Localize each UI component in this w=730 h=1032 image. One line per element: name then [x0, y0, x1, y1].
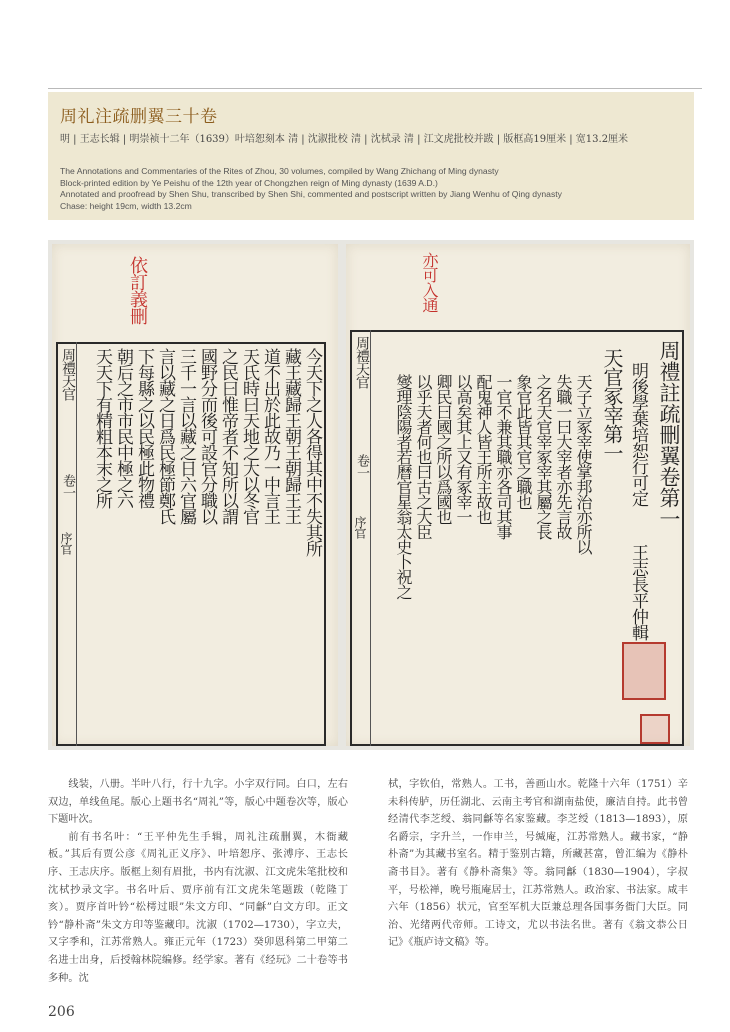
caption-en-line: Annotated and proofread by Shen Shu, transcribed by Shen Shi, commented and postscript written by Jiang Wenhu of Qing dynasty [60, 189, 562, 199]
text-column: 朝后之市市民中極之六 [113, 348, 133, 508]
book-photo [48, 240, 694, 750]
caption-meta: 明 | 王志长辑 | 明崇祯十二年（1639）叶培恕刻本 清 | 沈淑批校 清 | 沈栻录 清 | 江文虎批校并跋 | 版框高19厘米 | 宽13.2厘米 [60, 134, 629, 145]
text-column: 以乎天者何也曰古之大臣 [414, 374, 433, 539]
left-margin-title: 周禮天官 [60, 348, 76, 400]
text-column: 藏王藏歸王朝王朝歸王王 [281, 348, 301, 524]
text-column: 之民曰惟帝者不知所以謂 [218, 348, 238, 524]
text-column: 今天下之人各得其中不失其所 [302, 348, 322, 556]
red-seal-stamp-small [640, 714, 670, 744]
section-heading-column: 天官冢宰第一 [600, 348, 624, 462]
left-fold-line [76, 342, 77, 746]
left-margin-section: 序官 [59, 532, 73, 554]
right-fold-line [370, 330, 371, 746]
right-book-page [346, 244, 690, 746]
text-column: 國野分而後可設官分職以 [197, 348, 217, 524]
text-column: 三千一言以藏之日六官屬 [176, 348, 196, 524]
editor-column: 王志長平仲輯 [628, 544, 648, 640]
right-red-annotation: 亦可入通 [420, 252, 439, 312]
left-red-annotation: 依訂義刪 [127, 256, 148, 324]
left-margin-juan: 卷一 [60, 474, 75, 498]
right-margin-section: 序官 [353, 516, 367, 538]
body-paragraph: 线装，八册。半叶八行，行十九字。小字双行同。白口，左右双边，单线鱼尾。版心上题书名“周礼”等，版心中题卷次等，版心下题叶次。 [48, 779, 348, 826]
text-column: 天氏時曰天地之大以冬官 [239, 348, 259, 524]
body-text-right [388, 776, 688, 952]
text-column: 之名天官宰冢宰其屬之長 [534, 374, 553, 539]
text-column: 卿民曰國之所以爲國也 [434, 374, 453, 524]
text-column: 燮理陰陽者若曆官星翁太史卜祝之 [394, 374, 413, 599]
text-column: 一官不兼其職亦各司其事 [494, 374, 513, 539]
text-column: 言以藏之日爲民極節鄭氏 [155, 348, 175, 524]
text-column: 天子立冢宰使掌邦治亦所以 [574, 374, 593, 554]
caption-en-line: Block-printed edition by Ye Peishu of the 12th year of Chongzhen reign of Ming dynasty (1639 A.D.) [60, 177, 438, 188]
right-margin-title: 周禮天官 [354, 336, 370, 388]
text-column: 以高矣其上又有冢宰一 [454, 374, 473, 524]
right-margin-juan: 卷一 [354, 454, 369, 478]
body-text-left [48, 776, 348, 987]
text-column: 象官此皆其官之職也 [514, 374, 533, 509]
body-paragraph: 栻，字钦伯，常熟人。工书，善画山水。乾隆十六年（1751）辛未科传胪，历任湖北、云南主考官和湖南盐使，廉洁自持。此书曾经清代李芝绶、翁同龢等名家鉴藏。李芝绶（1813—1893），原名爵宗，字升兰，一作申兰，号缄庵，江苏常熟人。藏书家，“静朴斋”为其藏书室名。精于鉴别古籍，所藏甚富，曾汇编为《静朴斋书目》。著有《静朴斋集》等。翁同龢（1830—1904），字叔平，号松禅，晚号瓶庵居士，江苏常熟人。政治家、书法家。咸丰六年（1856）状元，官至军机大臣兼总理各国事务衙门大臣。同治、光绪两代帝师。工诗文，尤以书法名世。著有《翁文恭公日记》《瓶庐诗文稿》等。 [388, 779, 688, 949]
top-rule [48, 88, 702, 89]
text-column: 道不出於此故乃一中言王 [260, 348, 280, 524]
text-column: 配鬼神人皆王所主故也 [474, 374, 493, 524]
caption-en-line: The Annotations and Commentaries of the Rites of Zhou, 30 volumes, compiled by Wang Zhichang of Ming dynasty [60, 166, 499, 176]
book-title-column: 周禮註疏刪翼卷第一 [657, 340, 681, 529]
left-book-page [52, 244, 338, 746]
caption-english [60, 166, 680, 212]
author-column: 明後學葉培恕行可定 [628, 362, 648, 506]
caption-en-line: Chase: height 19cm, width 13.2cm [60, 200, 192, 211]
caption-panel [48, 92, 694, 220]
page-number: 206 [48, 1004, 75, 1020]
red-seal-stamp [622, 642, 666, 700]
text-column: 天天下有精粗本末之所 [92, 348, 112, 508]
text-column: 下每縣之以民極此物禮 [134, 348, 154, 508]
body-paragraph: 前有书名叶：“王平仲先生手辑，周礼注疏删翼，木衙藏板。”其后有贾公彦《周礼正义序》、叶培恕序、张溥序、王志长序、王志庆序。版框上刻有眉批，书内有沈淑、江文虎朱笔批校和沈栻抄录文字。书名叶后、贾序前有江文虎朱笔题跋（乾隆丁亥）。贾序首叶钤“松樗过眼”朱文方印、“同龢”白文方印。正文钤“静朴斋”朱文方印等鉴藏印。沈淑（1702—1730），字立夫，又字季和，江苏常熟人。雍正元年（1723）癸卯恩科第二甲第二名进士出身，后授翰林院编修。经学家。著有《经玩》二十卷等书多种。沈 [48, 831, 348, 984]
text-column: 失職一曰大宰者亦先言故 [554, 374, 573, 539]
caption-title: 周礼注疏删翼三十卷 [60, 107, 218, 127]
